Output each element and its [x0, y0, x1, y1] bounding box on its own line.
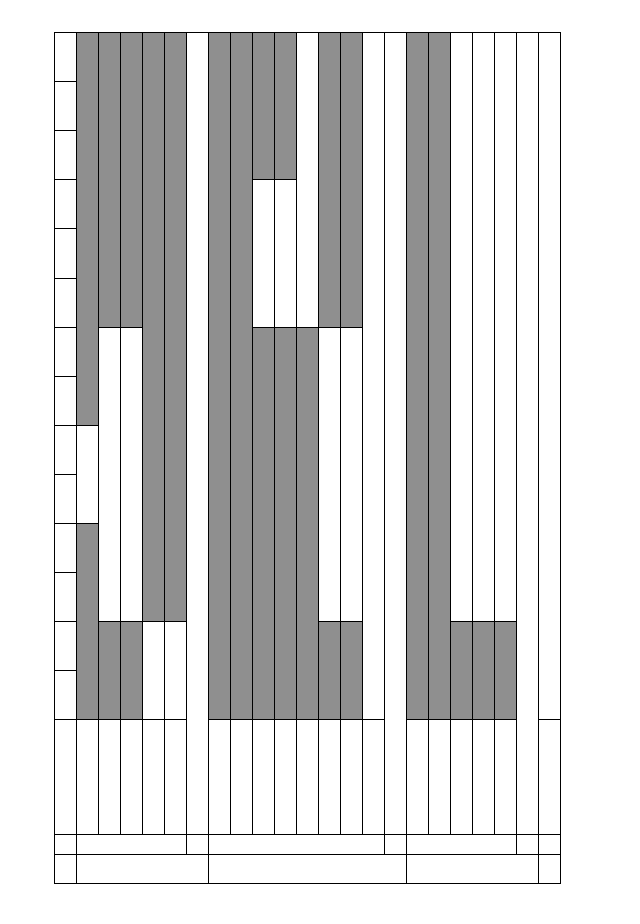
- k2-role-row: [473, 33, 495, 884]
- vk-role-row: [165, 33, 187, 884]
- k3-notes-row: [539, 33, 561, 884]
- k1-role-row: [275, 33, 297, 884]
- vk-role-row: [143, 33, 165, 884]
- notes-text: [539, 33, 561, 720]
- category-cell: [407, 855, 539, 884]
- k2-role-row: [451, 33, 473, 884]
- role-label: [143, 720, 165, 835]
- k2-notes-row: [517, 33, 539, 884]
- notes-text: [517, 33, 539, 835]
- k2-role-row: [407, 33, 429, 884]
- notes-label: [187, 834, 209, 854]
- role-label: [319, 720, 341, 835]
- role-label: [77, 720, 99, 835]
- k1-role-row: [363, 33, 385, 884]
- k1-role-row: [341, 33, 363, 884]
- k1-role-row: [231, 33, 253, 884]
- role-label: [231, 720, 253, 835]
- role-label: [99, 720, 121, 835]
- role-label: [363, 720, 385, 835]
- k2-role-row: [495, 33, 517, 884]
- role-label: [495, 720, 517, 835]
- k2-role-row: [429, 33, 451, 884]
- k1-notes-row: [385, 33, 407, 884]
- k1-role-row: [297, 33, 319, 884]
- role-label: [209, 720, 231, 835]
- role-label: [429, 720, 451, 835]
- requirements-grid: [54, 32, 561, 884]
- role-label: [407, 720, 429, 835]
- column-number-row: [55, 33, 77, 884]
- role-label: [275, 720, 297, 835]
- k1-role-row: [209, 33, 231, 884]
- role-label: [253, 720, 275, 835]
- k1-role-row: [253, 33, 275, 884]
- notes-label: [385, 834, 407, 854]
- notes-text: [385, 33, 407, 835]
- vk-notes-row: [187, 33, 209, 884]
- qualification-table: [54, 32, 614, 884]
- vk-role-row: [121, 33, 143, 884]
- notes-label: [539, 720, 561, 835]
- vk-role-row: [99, 33, 121, 884]
- notes-text: [187, 33, 209, 835]
- role-label: [451, 720, 473, 835]
- role-label: [297, 720, 319, 835]
- k1-role-row: [319, 33, 341, 884]
- category-cell: [77, 855, 209, 884]
- role-label: [341, 720, 363, 835]
- role-label: [121, 720, 143, 835]
- vk-role-row: [77, 33, 99, 884]
- role-label: [473, 720, 495, 835]
- notes-label: [517, 834, 539, 854]
- category-cell: [539, 855, 561, 884]
- role-label: [165, 720, 187, 835]
- category-cell: [209, 855, 407, 884]
